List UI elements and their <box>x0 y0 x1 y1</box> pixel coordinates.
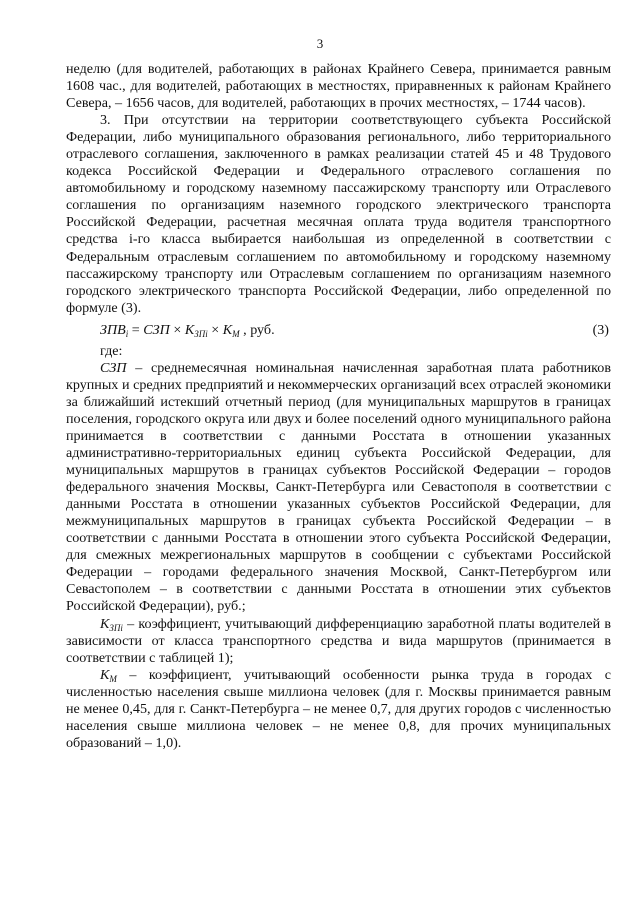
formula-k1-subscript: ЗПi <box>194 328 208 339</box>
formula-k1: K <box>184 321 195 338</box>
definition-szp-text: – среднемесячная номинальная начисленная заработная плата работников крупных и средних предприятий и некоммерческих организаций всех отраслей экономики за ближайший истекший отчетный период (для муниципальных маршрутов в границах поселения, городского округа или двух и более поселений одного муниципального района принимается в соответствии с данными Росстата в отношении указанных административно-территориальных единиц субъекта Российской Федерации, для муниципальных маршрутов в границах субъектов Российской Федерации – городов федерального значения Москвы, Санкт-Петербурга или Севастополя в соответствии с данными Росстата в отношении указанных субъектов Российской Федерации, для межмуниципальных маршрутов в границах субъекта Российской Федерации – в соответствии с данными Росстата в отношении этого субъекта Российской Федерации, для смежных межрегиональных маршрутов в сообщении с субъектами Российской Федерации – городами федерального значения Москвой, Санкт-Петербургом или Севастополем – в соответствии с данными Росстата в отношении этих субъектов Российской Федерации), руб.; <box>66 359 611 615</box>
where-label: где: <box>100 342 123 359</box>
page-number: 3 <box>316 36 324 51</box>
formula-number: (3) <box>592 321 609 338</box>
term-szp: СЗП <box>100 359 127 376</box>
definition-km <box>66 667 611 752</box>
term-km-subscript: M <box>109 673 117 684</box>
formula-lhs: ЗПВ <box>100 321 126 338</box>
formula-expression <box>100 322 275 339</box>
formula-unit: , руб. <box>239 321 275 338</box>
paragraph-item-3: 3. При отсутствии на территории соответствующего субъекта Российской Федерации, либо муниципального образования регионального, либо территориального отраслевого соглашения, заключенного в рамках реализации статей 45 и 48 Трудового кодекса Российской Федерации и Федерального отраслевого соглашения по автомобильному и городскому наземному пассажирскому транспорту или Отраслевого соглашения по организациям наземного городского электрического транспорта Российской Федерации, расчетная месячная оплата труда водителя транспортного средства i-го класса выбирается наибольшая из определенной в соответствии с Федеральным отраслевым соглашением по автомобильному и городскому наземному пассажирскому транспорту или Отраслевым соглашением по организациям наземного городского электрического транспорта Российской Федерации, либо определенной по формуле (3). <box>66 112 611 316</box>
formula-equals: = <box>128 321 144 338</box>
formula-lhs-subscript: i <box>125 328 129 339</box>
definition-kzp-text: – коэффициент, учитывающий дифференциацию заработной платы водителей в зависимости от класса транспортного средства и вида маршрутов (принимается в соответствии с таблицей 1); <box>66 615 611 666</box>
formula-3 <box>66 322 611 339</box>
term-kzp-subscript: ЗПi <box>109 622 123 633</box>
paragraph-work-hours: неделю (для водителей, работающих в районах Крайнего Севера, принимается равным 1608 час., для водителей, работающих в местностях, приравненных к районам Крайнего Севера, – 1656 часов, для водителей, работающих в прочих местностях, – 1744 часов). <box>66 61 611 112</box>
definition-km-text: – коэффициент, учитывающий особенности рынка труда в городах с численностью населения свыше миллиона человек (для г. Москвы принимается равным не менее 0,45, для г. Санкт-Петербурга – не менее 0,7, для других городов с численностью населения свыше миллиона человек – не менее 0,8, для прочих муниципальных образований – 1,0). <box>66 666 611 751</box>
formula-szp: СЗП <box>143 321 170 338</box>
formula-times-1: × <box>169 321 185 338</box>
definition-kzp <box>66 616 611 667</box>
definition-szp <box>66 360 611 616</box>
formula-times-2: × <box>207 321 223 338</box>
term-km-letter: K <box>100 666 110 683</box>
term-kzp <box>100 616 123 632</box>
document-body <box>66 61 611 752</box>
term-km <box>100 667 117 683</box>
formula-k2-subscript: M <box>232 328 240 339</box>
term-kzp-letter: K <box>100 615 110 632</box>
formula-k2: K <box>222 321 233 338</box>
